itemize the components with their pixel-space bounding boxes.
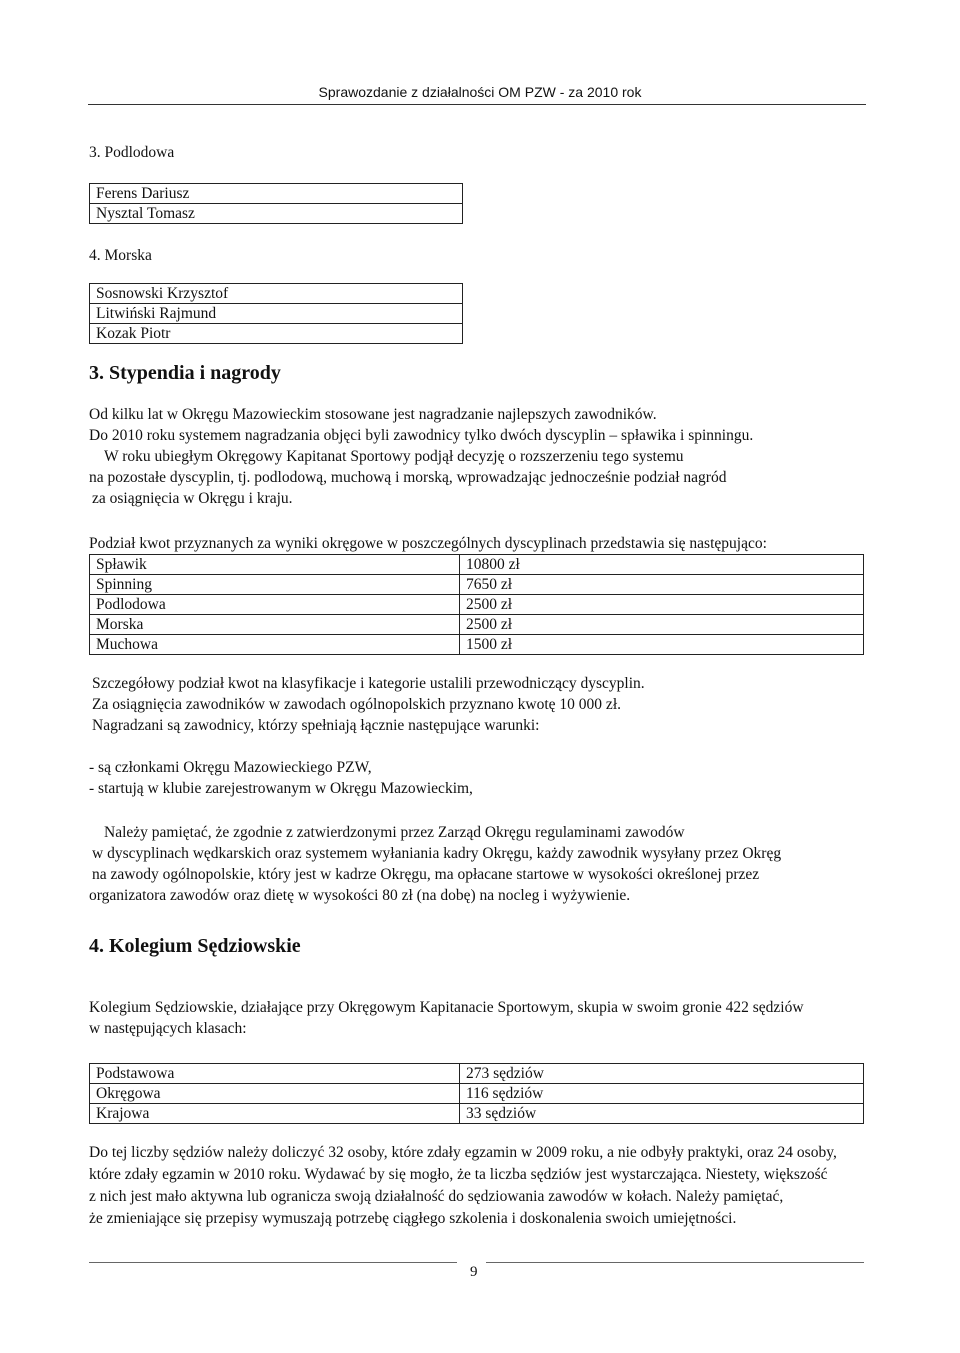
- table-row: [90, 555, 864, 575]
- amount-cell: 7650 zł: [460, 575, 864, 595]
- count-cell: 273 sędziów: [460, 1064, 864, 1084]
- paragraph-line: Nagradzani są zawodnicy, którzy spełniają łącznie następujące warunki:: [92, 717, 540, 734]
- podlodowa-heading: 3. Podlodowa: [89, 144, 175, 161]
- paragraph-line: organizatora zawodów oraz dietę w wysokości 80 zł (na dobę) na nocleg i wyżywienie.: [89, 887, 631, 904]
- page-number: 9: [470, 1264, 478, 1280]
- judges-table: [89, 1063, 864, 1124]
- paragraph-line: Kolegium Sędziowskie, działające przy Okręgowym Kapitanacie Sportowym, skupia w swoim gronie 422 sędziów: [89, 999, 804, 1016]
- section-title: 4. Kolegium Sędziowskie: [89, 935, 301, 957]
- morska-table: [89, 283, 463, 344]
- paragraph-line: Do tej liczby sędziów należy doliczyć 32 osoby, które zdały egzamin w 2009 roku, a nie odbyły praktyki, oraz 24 osoby,: [89, 1144, 837, 1161]
- paragraph-line: z nich jest mało aktywna lub ogranicza swoją działalność do sędziowania zawodów w kołach. Należy pamiętać,: [89, 1188, 784, 1205]
- paragraph-line: Należy pamiętać, że zgodnie z zatwierdzonymi przez Zarząd Okręgu regulaminami zawodów: [104, 824, 685, 841]
- table-cell: Nysztal Tomasz: [90, 204, 463, 224]
- table-row: [90, 595, 864, 615]
- table-row: [90, 635, 864, 655]
- class-cell: Okręgowa: [90, 1084, 460, 1104]
- table-row: [90, 184, 463, 204]
- paragraph-line: za osiągnięcia w Okręgu i kraju.: [92, 490, 293, 507]
- class-cell: Podstawowa: [90, 1064, 460, 1084]
- discipline-cell: Muchowa: [90, 635, 460, 655]
- table-row: [90, 615, 864, 635]
- paragraph-line: W roku ubiegłym Okręgowy Kapitanat Sportowy podjął decyzję o rozszerzeniu tego systemu: [104, 448, 684, 465]
- count-cell: 33 sędziów: [460, 1104, 864, 1124]
- discipline-cell: Spławik: [90, 555, 460, 575]
- table-row: [90, 324, 463, 344]
- amount-cell: 2500 zł: [460, 595, 864, 615]
- paragraph-line: na pozostałe dyscyplin, tj. podlodową, muchową i morską, wprowadzając jednocześnie podział nagród: [89, 469, 727, 486]
- header-divider: [88, 104, 866, 105]
- paragraph-line: na zawody ogólnopolskie, który jest w kadrze Okręgu, ma opłacane startowe w wysokości określonej przez: [92, 866, 760, 883]
- table-row: [90, 1064, 864, 1084]
- class-cell: Krajowa: [90, 1104, 460, 1124]
- table-cell: Litwiński Rajmund: [90, 304, 463, 324]
- paragraph-line: w następujących klasach:: [89, 1020, 247, 1037]
- footer-divider-right: [486, 1262, 864, 1263]
- table-cell: Ferens Dariusz: [90, 184, 463, 204]
- paragraph-line: które zdały egzamin w 2010 roku. Wydawać by się mogło, że ta liczba sędziów jest wystarczająca. Niestety, większość: [89, 1166, 828, 1183]
- footer-divider-left: [89, 1262, 457, 1263]
- page-header: Sprawozdanie z działalności OM PZW - za 2010 rok: [318, 84, 642, 100]
- count-cell: 116 sędziów: [460, 1084, 864, 1104]
- amount-cell: 2500 zł: [460, 615, 864, 635]
- paragraph-line: Za osiągnięcia zawodników w zawodach ogólnopolskich przyznano kwotę 10 000 zł.: [92, 696, 621, 713]
- table-row: [90, 1104, 864, 1124]
- condition-item: - startują w klubie zarejestrowanym w Okręgu Mazowieckim,: [89, 780, 473, 797]
- discipline-cell: Morska: [90, 615, 460, 635]
- discipline-cell: Podlodowa: [90, 595, 460, 615]
- table-row: [90, 1084, 864, 1104]
- paragraph-line: w dyscyplinach wędkarskich oraz systemem wyłaniania kadry Okręgu, każdy zawodnik wysyłany przez Okręg: [92, 845, 782, 862]
- table-cell: Kozak Piotr: [90, 324, 463, 344]
- paragraph-line: że zmieniające się przepisy wymuszają potrzebę ciągłego szkolenia i doskonalenia swoich umiejętności.: [89, 1210, 737, 1227]
- table-cell: Sosnowski Krzysztof: [90, 284, 463, 304]
- table-row: [90, 575, 864, 595]
- morska-heading: 4. Morska: [89, 247, 152, 264]
- table-row: [90, 304, 463, 324]
- awards-table: [89, 554, 864, 655]
- condition-item: - są członkami Okręgu Mazowieckiego PZW,: [89, 759, 372, 776]
- amount-cell: 10800 zł: [460, 555, 864, 575]
- amount-cell: 1500 zł: [460, 635, 864, 655]
- table-row: [90, 284, 463, 304]
- section-title: 3. Stypendia i nagrody: [89, 362, 281, 384]
- paragraph-line: Szczegółowy podział kwot na klasyfikacje i kategorie ustalili przewodniczący dyscyplin.: [92, 675, 645, 692]
- table-row: [90, 204, 463, 224]
- discipline-cell: Spinning: [90, 575, 460, 595]
- distribution-intro: Podział kwot przyznanych za wyniki okręgowe w poszczególnych dyscyplinach przedstawia się następująco:: [89, 535, 767, 552]
- podlodowa-table: [89, 183, 463, 224]
- paragraph-line: Do 2010 roku systemem nagradzania objęci byli zawodnicy tylko dwóch dyscyplin – spławika i spinningu.: [89, 427, 754, 444]
- paragraph-line: Od kilku lat w Okręgu Mazowieckim stosowane jest nagradzanie najlepszych zawodników.: [89, 406, 657, 423]
